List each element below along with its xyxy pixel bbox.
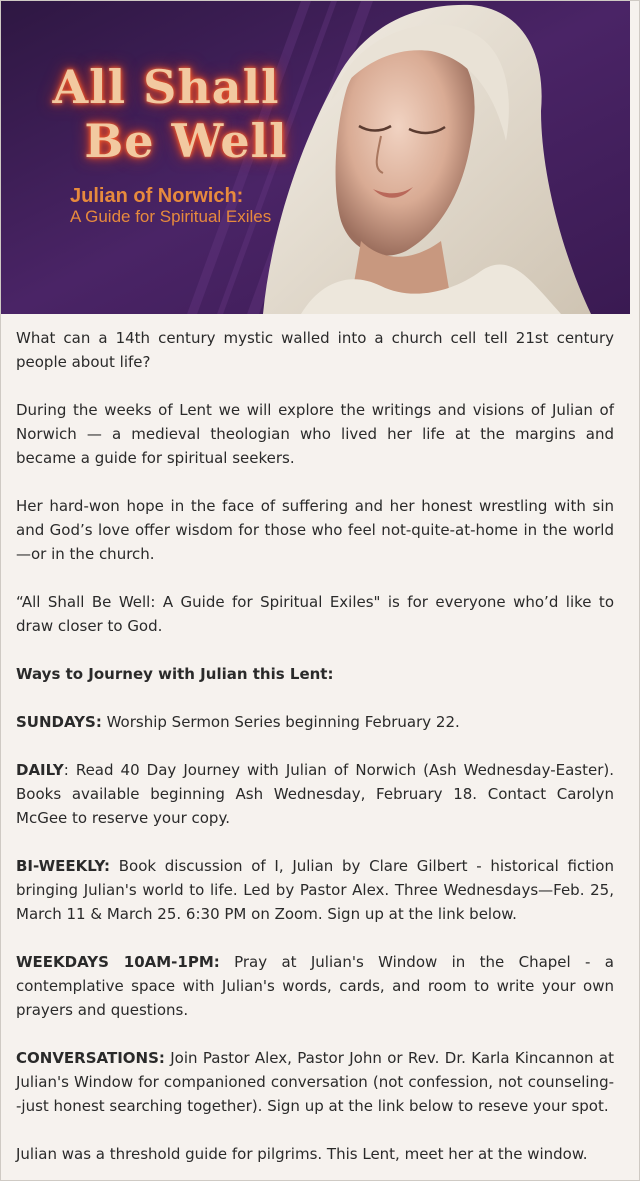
biweekly-label: BI-WEEKLY: xyxy=(16,857,111,875)
banner-subtitle-2: A Guide for Spiritual Exiles xyxy=(70,207,272,226)
daily-label: DAILY xyxy=(16,761,64,779)
weekdays-item xyxy=(16,950,614,1022)
conversations-item xyxy=(16,1046,614,1118)
weekdays-label: WEEKDAYS 10AM-1PM: xyxy=(16,953,220,971)
article-body xyxy=(1,314,639,1166)
biweekly-text: Book discussion of I, Julian by Clare Gilbert - historical fiction bringing Julian's world to life. Led by Pastor Alex. Three Wednesdays—Feb. 25, March 11 & March 25. 6:30 PM on Zoom. Sign up at the link below. xyxy=(16,857,614,923)
banner-title-line-1: All Shall xyxy=(52,60,280,114)
lent-paragraph: During the weeks of Lent we will explore the writings and visions of Julian of Norwich — a medieval theologian who lived her life at the margins and became a guide for spiritual seekers. xyxy=(16,401,614,467)
sundays-label: SUNDAYS: xyxy=(16,713,102,731)
sundays-text: Worship Sermon Series beginning February 22. xyxy=(101,713,460,731)
intro-paragraph: What can a 14th century mystic walled into a church cell tell 21st century people about life? xyxy=(16,329,614,371)
sundays-item xyxy=(16,710,614,734)
daily-text: : Read 40 Day Journey with Julian of Norwich (Ash Wednesday-Easter). Books available beginning Ash Wednesday, February 18. Contact Carolyn McGee to reserve your copy. xyxy=(16,761,614,827)
daily-item xyxy=(16,758,614,830)
biweekly-item xyxy=(16,854,614,926)
conversations-text: Join Pastor Alex, Pastor John or Rev. Dr. Karla Kincannon at Julian's Window for companioned conversation (not confession, not counseling--just honest searching together). Sign up at the link below to reseve your spot. xyxy=(16,1049,614,1115)
conversations-label: CONVERSATIONS: xyxy=(16,1049,165,1067)
hope-paragraph: Her hard-won hope in the face of suffering and her honest wrestling with sin and God’s love offer wisdom for those who feel not-quite-at-home in the world—or in the church. xyxy=(16,497,614,563)
hero-banner xyxy=(1,1,630,314)
closing-paragraph: Julian was a threshold guide for pilgrims. This Lent, meet her at the window. xyxy=(16,1145,588,1163)
everyone-paragraph: “All Shall Be Well: A Guide for Spiritual Exiles" is for everyone who’d like to draw closer to God. xyxy=(16,593,614,635)
ways-heading: Ways to Journey with Julian this Lent: xyxy=(16,665,334,683)
weekdays-text: Pray at Julian's Window in the Chapel - a contemplative space with Julian's words, cards, and room to write your own prayers and questions. xyxy=(16,953,614,1019)
banner-title-line-2: Be Well xyxy=(84,114,288,168)
banner-subtitle: Julian of Norwich: xyxy=(70,185,244,207)
